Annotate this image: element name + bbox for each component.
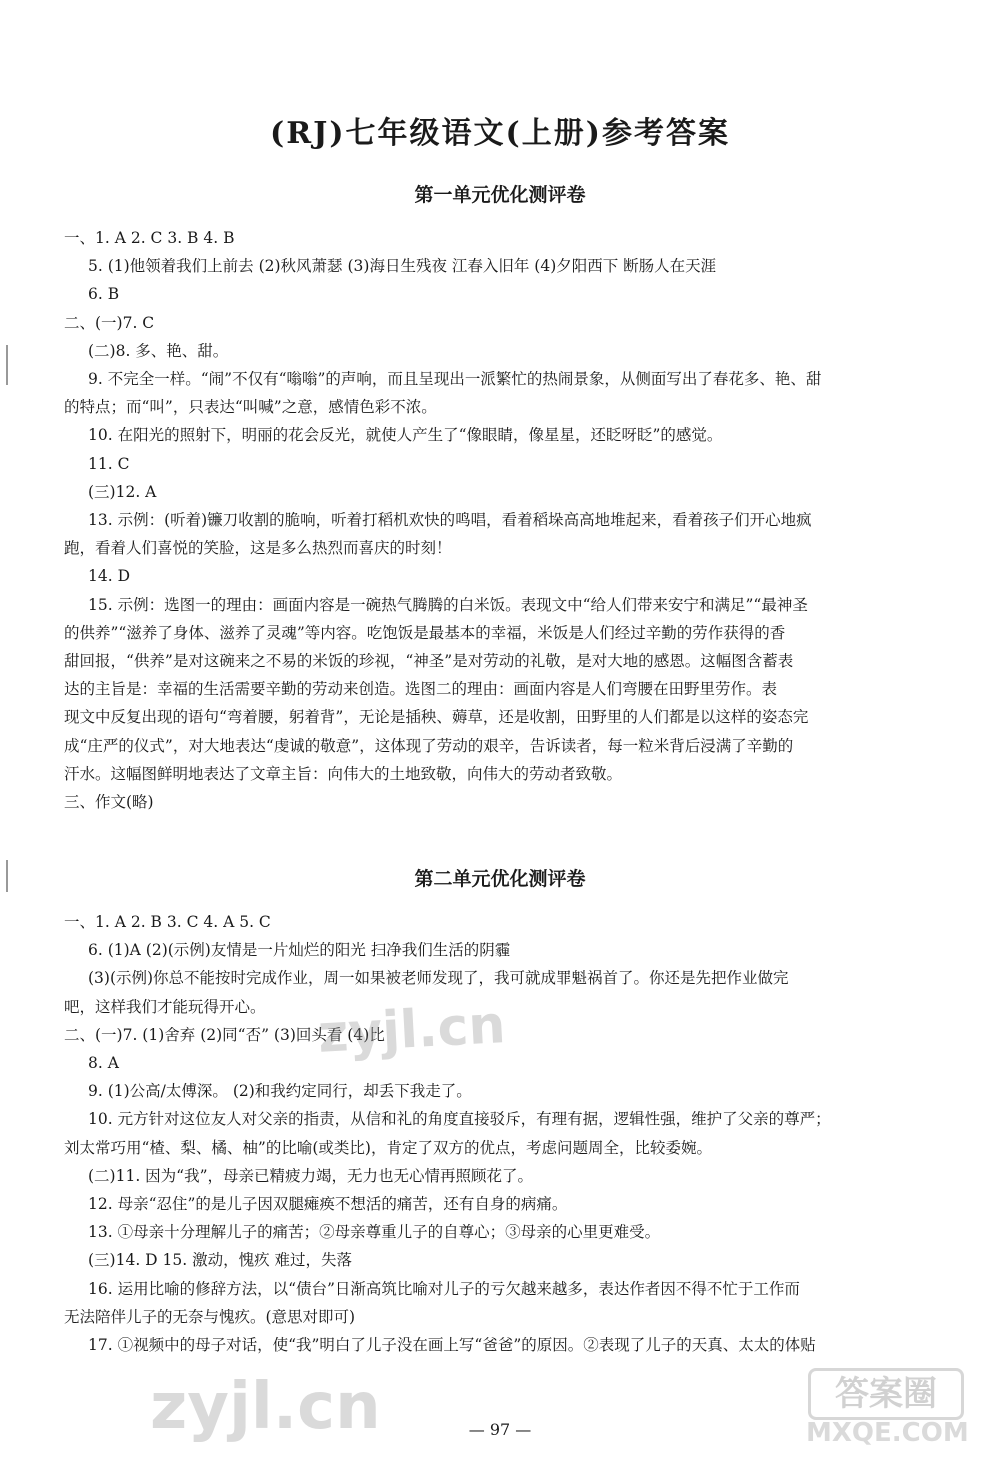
watermark-text: zyjl.cn [316, 995, 507, 1065]
answer-line: 6. (1)A (2)(示例)友情是一片灿烂的阳光 扫净我们生活的阴霾 [88, 941, 511, 960]
answer-line: 无法陪伴儿子的无奈与愧疚。(意思对即可) [64, 1307, 356, 1326]
page-title: (RJ)七年级语文(上册)参考答案 [270, 116, 730, 151]
answer-line: 9. 不完全一样。“闹”不仅有“嗡嗡”的声响，而且呈现出一派繁忙的热闹景象，从侧面写出了春花多、艳、甜 [88, 370, 822, 388]
answer-line: 的特点；而“叫”，只表达“叫喊”之意，感情色彩不浓。 [64, 398, 437, 417]
answer-line: 5. (1)他领着我们上前去 (2)秋风萧瑟 (3)海日生残夜 江春入旧年 (4)夕阳西下 断肠人在天涯 [88, 257, 717, 276]
section-heading: 第二单元优化测评卷 [414, 868, 586, 890]
watermark-url: MXQE.COM [806, 1418, 969, 1448]
answer-line: 14. D [88, 567, 131, 586]
answer-line: 跑，看着人们喜悦的笑脸，这是多么热烈而喜庆的时刻！ [64, 539, 452, 558]
answer-line: 现文中反复出现的语句“弯着腰，躬着背”，无论是插秧、薅草，还是收割，田野里的人们都是以这样的姿态完 [64, 708, 809, 727]
answer-line: 13. 示例：(听着)镰刀收割的脆响，听着打稻机欢快的鸣唱，看着稻垛高高地堆起来，看着孩子们开心地疯 [88, 511, 812, 529]
answer-line: (二)11. 因为“我”，母亲已精疲力竭，无力也无心情再照顾花了。 [88, 1166, 534, 1185]
answer-line: 达的主旨是：幸福的生活需要辛勤的劳动来创造。选图二的理由：画面内容是人们弯腰在田野里劳作。表 [64, 680, 778, 699]
answer-line: (3)(示例)你总不能按时完成作业，周一如果被老师发现了，我可就成罪魁祸首了。你还是先把作业做完 [88, 969, 789, 988]
section-heading: 第一单元优化测评卷 [414, 184, 586, 206]
answer-line: (三)12. A [88, 482, 157, 501]
answer-line: 的供养”“滋养了身体、滋养了灵魂”等内容。吃饱饭是最基本的幸福，米饭是人们经过辛勤的劳作获得的香 [64, 623, 786, 642]
answer-line: 汗水。这幅图鲜明地表达了文章主旨：向伟大的土地致敬，向伟大的劳动者致敬。 [64, 764, 623, 783]
answer-line: 甜回报，“供养”是对这碗来之不易的米饭的珍视，“神圣”是对劳动的礼敬，是对大地的感恩。这幅图含蓄表 [64, 652, 794, 670]
answer-line: 吧，这样我们才能玩得开心。 [64, 997, 266, 1016]
answer-line: 一、1. A 2. C 3. B 4. B [64, 229, 235, 247]
answer-line: 成“庄严的仪式”，对大地表达“虔诚的敬意”，这体现了劳动的艰辛，告诉读者，每一粒米背后浸满了辛勤的 [64, 736, 794, 755]
margin-mark [6, 345, 8, 385]
answer-line: 二、(一)7. (1)舍弃 (2)同“否” (3)回头看 (4)比 [64, 1025, 385, 1044]
answer-line: 二、(一)7. C [64, 313, 155, 332]
answer-line: 刘太常巧用“楂、梨、橘、柚”的比喻(或类比)，肯定了双方的优点，考虑问题周全，比较委婉。 [64, 1138, 712, 1157]
answer-line: 8. A [88, 1054, 119, 1072]
answer-line: 16. 运用比喻的修辞方法，以“债台”日渐高筑比喻对儿子的亏欠越来越多，表达作者因不得不忙于工作而 [88, 1279, 800, 1298]
answer-line: 17. ①视频中的母子对话，使“我”明白了儿子没在画上写“爸爸”的原因。②表现了儿子的天真、太太的体贴 [88, 1336, 816, 1354]
page-number: — 97 — [468, 1420, 532, 1439]
answer-line: 9. (1)公高/太傅深。 (2)和我约定同行，却丢下我走了。 [88, 1082, 472, 1101]
answer-line: 三、作文(略) [64, 793, 154, 811]
answer-line: 11. C [88, 454, 130, 473]
answer-line: 10. 元方针对这位友人对父亲的指责，从信和礼的角度直接驳斥，有理有据，逻辑性强，维护了父亲的尊严； [88, 1110, 831, 1129]
watermark-stamp: 答案圈 [808, 1368, 964, 1420]
answer-line: 13. ①母亲十分理解儿子的痛苦；②母亲尊重儿子的自尊心；③母亲的心里更难受。 [88, 1223, 661, 1242]
answer-line: 12. 母亲“忍住”的是儿子因双腿瘫痪不想活的痛苦，还有自身的病痛。 [88, 1195, 568, 1213]
answer-line: 10. 在阳光的照射下，明丽的花会反光，就使人产生了“像眼睛，像星星，还眨呀眨”的感觉。 [88, 426, 723, 445]
answer-line: (二)8. 多、艳、甜。 [88, 341, 229, 360]
answer-line: 15. 示例：选图一的理由：画面内容是一碗热气腾腾的白米饭。表现文中“给人们带来安宁和满足”“最神圣 [88, 595, 808, 614]
watermark-text: zyjl.cn [150, 1370, 381, 1444]
answer-line: 一、1. A 2. B 3. C 4. A 5. C [64, 913, 271, 931]
margin-mark [6, 860, 8, 892]
answer-line: (三)14. D 15. 激动，愧疚 难过，失落 [88, 1251, 353, 1270]
answer-line: 6. B [88, 285, 120, 304]
